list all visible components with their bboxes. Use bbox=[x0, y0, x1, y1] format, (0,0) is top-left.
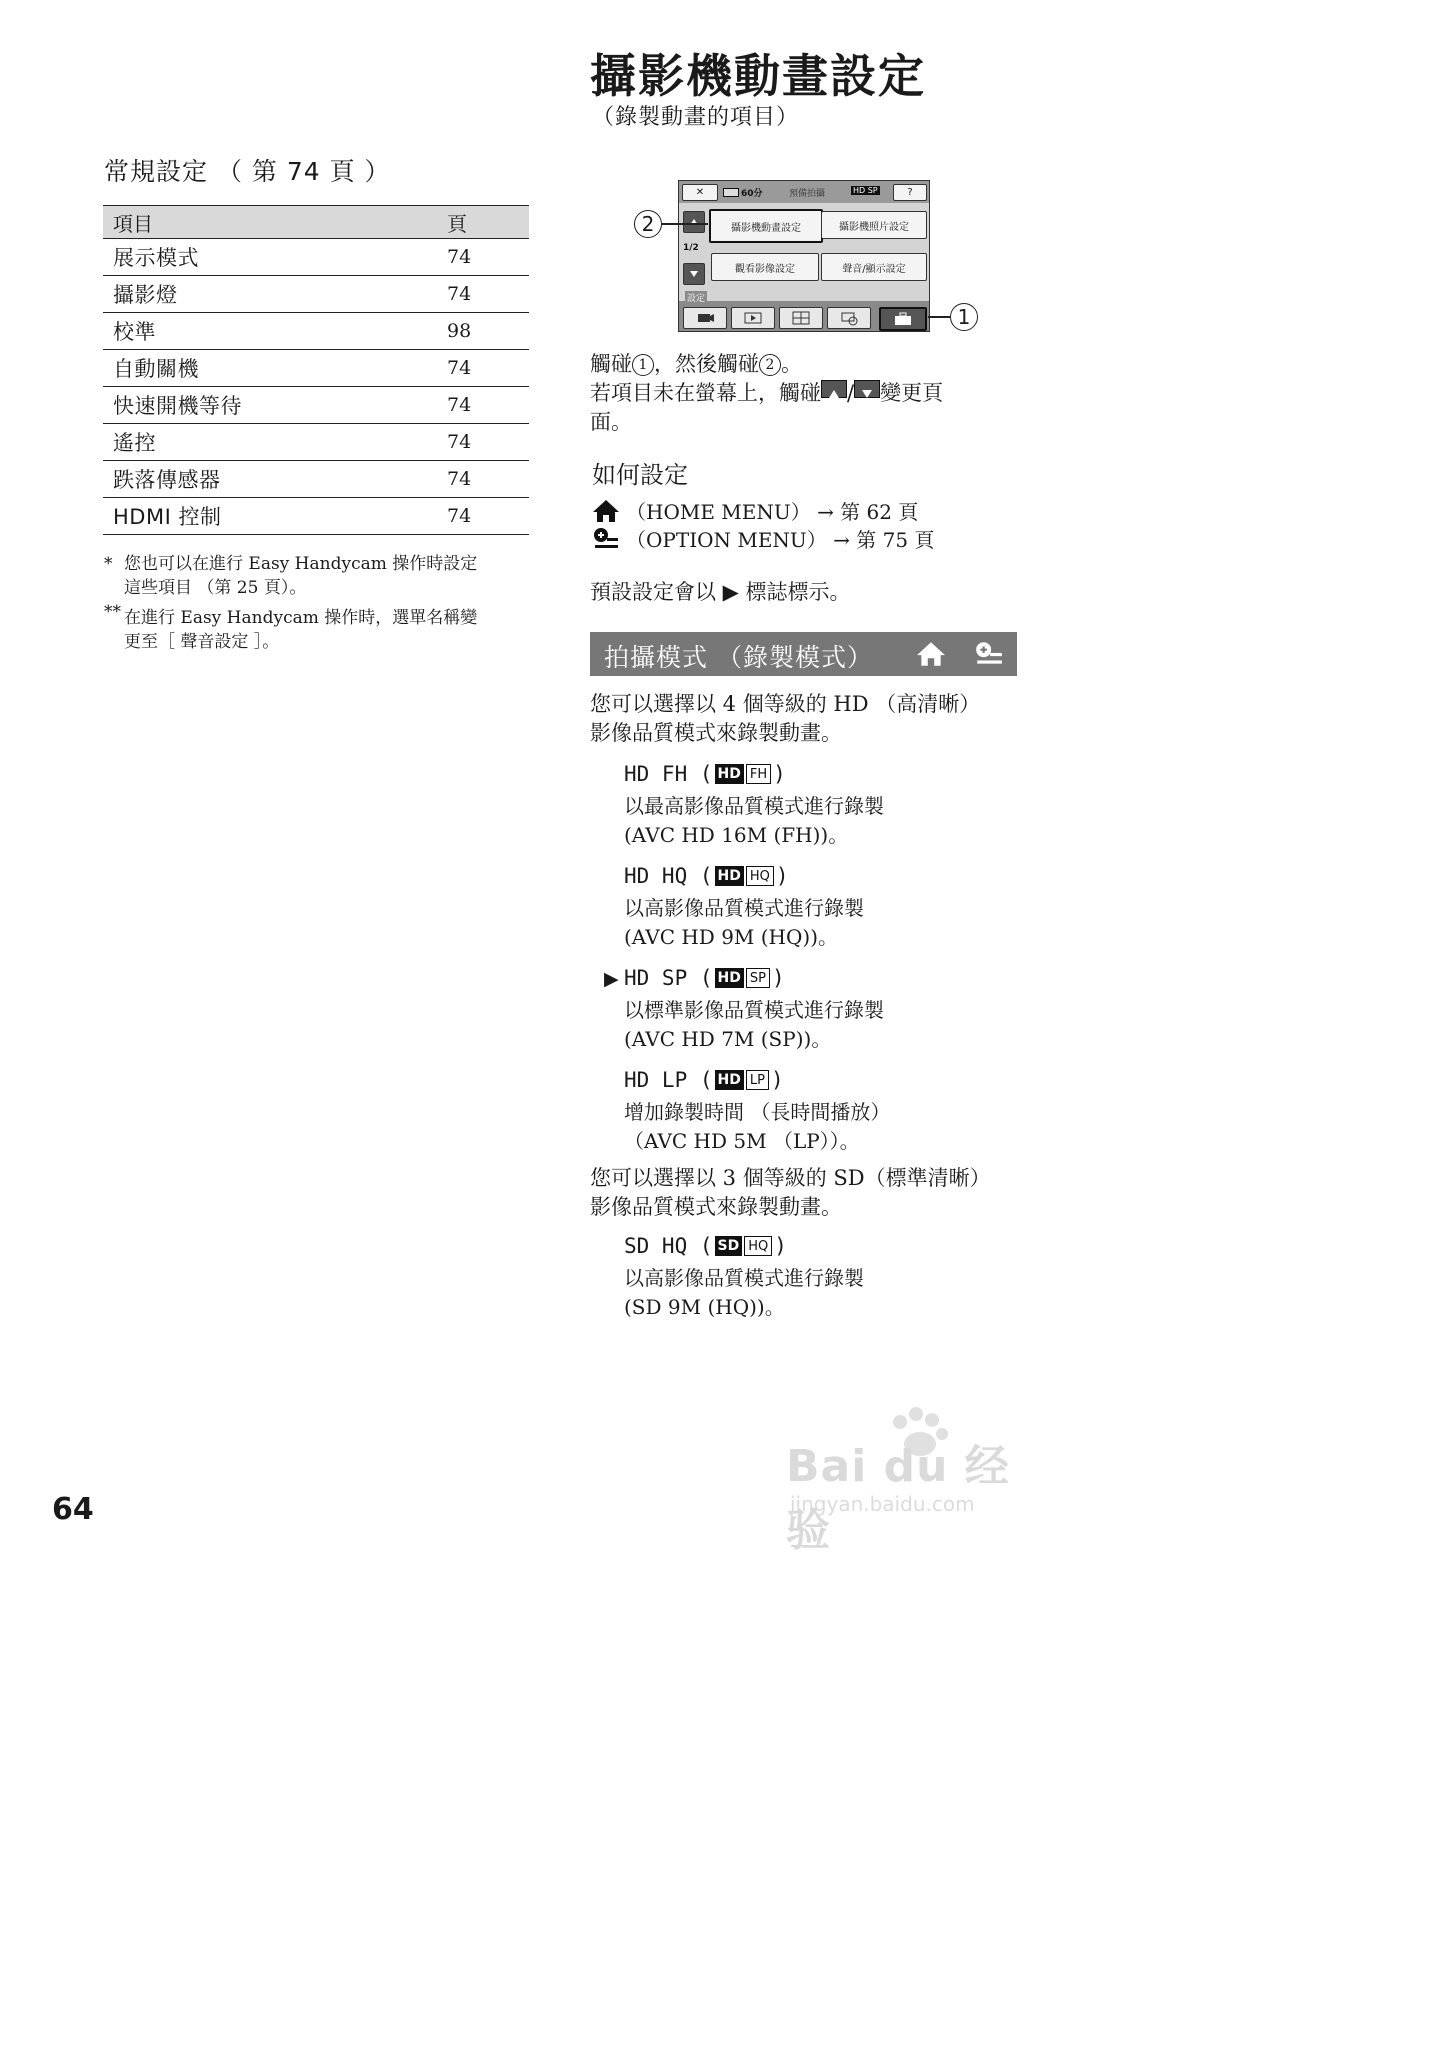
scroll-down-button[interactable] bbox=[683, 263, 705, 285]
sd-intro bbox=[590, 1164, 1020, 1222]
row-item: 展示模式 bbox=[103, 239, 437, 276]
footnote-mark: ** bbox=[104, 602, 121, 622]
desc-line: (AVC HD 7M (SP))。 bbox=[624, 1027, 832, 1051]
default-marker-icon: ▶ bbox=[604, 968, 619, 990]
row-page: 74 bbox=[437, 424, 529, 461]
footnote-line: 更至［ 聲音設定 ］。 bbox=[124, 632, 280, 652]
playback-settings-button[interactable] bbox=[711, 253, 819, 281]
sound-display-settings-button[interactable] bbox=[821, 253, 927, 281]
hd-sp-badge-icon bbox=[715, 968, 770, 988]
intro-line: 您可以選擇以 4 個等級的 HD （高清晰） bbox=[590, 692, 981, 716]
badge-dark: HD bbox=[715, 764, 744, 784]
recording-mode-badge: HD SP bbox=[853, 186, 878, 195]
option-menu-reference: （OPTION MENU） → 第 75 頁 bbox=[626, 528, 935, 552]
home-icon bbox=[916, 640, 946, 668]
row-item: 校準 bbox=[103, 313, 437, 350]
hd-fh-badge-icon bbox=[715, 764, 772, 784]
row-item: 自動關機 bbox=[103, 350, 437, 387]
toolbox-icon bbox=[881, 309, 925, 329]
footnote-1 bbox=[104, 552, 534, 600]
page-number: 64 bbox=[52, 1492, 94, 1527]
option-sd-hq-desc bbox=[624, 1264, 1024, 1322]
battery-icon bbox=[723, 188, 739, 197]
battery-indicator bbox=[723, 186, 763, 199]
page-indicator: 1/2 bbox=[683, 243, 699, 253]
callout-number: 2 bbox=[641, 212, 655, 236]
general-settings-heading: 常規設定 （ 第 74 頁 ） bbox=[104, 157, 391, 186]
callout-number: 1 bbox=[957, 305, 971, 329]
footnote-mark: * bbox=[104, 554, 113, 574]
column-header-item: 項目 bbox=[103, 206, 437, 239]
tab-print[interactable] bbox=[827, 307, 871, 329]
badge-light: LP bbox=[746, 1070, 769, 1090]
badge-dark: HD bbox=[715, 968, 744, 988]
badge-light: HQ bbox=[744, 1236, 772, 1256]
row-page: 74 bbox=[437, 387, 529, 424]
tab-edit[interactable] bbox=[779, 307, 823, 329]
table-row bbox=[103, 387, 529, 424]
footnote-2 bbox=[104, 602, 534, 654]
help-button[interactable] bbox=[893, 184, 927, 201]
callout-1 bbox=[950, 303, 978, 331]
desc-line: 以高影像品質模式進行錄製 bbox=[624, 896, 864, 920]
camera-screen-illustration bbox=[678, 180, 930, 332]
footnote-line: 在進行 Easy Handycam 操作時，選單名稱變 bbox=[124, 608, 478, 628]
table-row bbox=[103, 276, 529, 313]
intro-line: 影像品質模式來錄製動畫。 bbox=[590, 721, 842, 745]
option-name: HD LP bbox=[624, 1068, 688, 1092]
watermark-brand: Bai du 经验 bbox=[786, 1441, 1010, 1556]
row-page: 74 bbox=[437, 276, 529, 313]
home-menu-reference: （HOME MENU） → 第 62 頁 bbox=[626, 500, 919, 524]
desc-line: (AVC HD 9M (HQ))。 bbox=[624, 925, 838, 949]
option-name: HD SP bbox=[624, 966, 688, 990]
option-hd-hq-desc bbox=[624, 894, 1024, 952]
desc-line: (AVC HD 16M (FH))。 bbox=[624, 823, 849, 847]
badge-dark: HD bbox=[715, 1070, 744, 1090]
record-mode-banner bbox=[590, 632, 1017, 676]
home-icon bbox=[592, 498, 620, 524]
movie-camera-icon bbox=[684, 308, 726, 328]
intro-line: 您可以選擇以 3 個等級的 SD（標準清晰） bbox=[590, 1166, 991, 1190]
badge-light: SP bbox=[746, 968, 770, 988]
footnote-line: 您也可以在進行 Easy Handycam 操作時設定 bbox=[124, 554, 478, 574]
play-icon bbox=[732, 308, 774, 328]
scroll-up-button[interactable] bbox=[683, 211, 705, 233]
home-menu-line bbox=[592, 496, 918, 525]
callout-1-line bbox=[928, 316, 950, 318]
row-item: HDMI 控制 bbox=[103, 498, 437, 535]
printer-icon bbox=[828, 308, 870, 328]
table-row bbox=[103, 350, 529, 387]
option-sd-hq-title: SD HQ ( SD HQ ) bbox=[624, 1234, 787, 1258]
tab-settings[interactable] bbox=[879, 307, 927, 331]
desc-line: （AVC HD 5M （LP））。 bbox=[624, 1129, 860, 1153]
badge-dark: SD bbox=[715, 1236, 743, 1256]
section-title: 拍攝模式 （錄製模式） bbox=[604, 643, 873, 672]
table-row bbox=[103, 239, 529, 276]
default-note: 預設設定會以 ▶ 標誌標示。 bbox=[590, 580, 851, 604]
hd-lp-badge-icon bbox=[715, 1070, 769, 1090]
badge-dark: HD bbox=[715, 866, 744, 886]
help-icon: ? bbox=[907, 187, 913, 198]
option-hd-sp-desc bbox=[624, 996, 1024, 1054]
option-hd-fh-desc bbox=[624, 792, 1024, 850]
row-item: 快速開機等待 bbox=[103, 387, 437, 424]
option-menu-line bbox=[592, 524, 934, 553]
row-page: 74 bbox=[437, 461, 529, 498]
button-label: 攝影機動畫設定 bbox=[731, 222, 801, 234]
baidu-watermark bbox=[782, 1400, 1042, 1556]
instruction-line: 面。 bbox=[590, 410, 632, 434]
instruction-line bbox=[590, 379, 1020, 408]
row-item: 跌落傳感器 bbox=[103, 461, 437, 498]
option-menu-icon bbox=[974, 640, 1004, 668]
option-hd-fh-title: HD FH ( HD FH ) bbox=[624, 762, 786, 786]
scroll-up-icon bbox=[821, 380, 847, 398]
movie-settings-button[interactable] bbox=[709, 209, 823, 243]
instruction-text: 。 bbox=[781, 352, 802, 376]
triangle-down-icon bbox=[689, 270, 699, 278]
page-subtitle: （錄製動畫的項目） bbox=[592, 105, 800, 130]
circled-number-1: 1 bbox=[632, 354, 654, 376]
desc-line: 增加錄製時間 （長時間播放） bbox=[624, 1100, 891, 1124]
option-hd-lp-title: HD LP ( HD LP ) bbox=[624, 1068, 784, 1092]
battery-time: 60分 bbox=[741, 189, 763, 199]
photo-settings-button[interactable] bbox=[821, 211, 927, 239]
instructions bbox=[590, 350, 1020, 437]
scroll-down-icon bbox=[854, 380, 880, 398]
option-menu-icon bbox=[592, 526, 620, 552]
watermark-url: jingyan.baidu.com bbox=[790, 1492, 975, 1516]
tab-camera[interactable] bbox=[683, 307, 727, 329]
circled-number-2: 2 bbox=[759, 354, 781, 376]
tab-playback[interactable] bbox=[731, 307, 775, 329]
desc-line: 以最高影像品質模式進行錄製 bbox=[624, 794, 884, 818]
row-page: 98 bbox=[437, 313, 529, 350]
table-row bbox=[103, 313, 529, 350]
instruction-text: 變更頁 bbox=[880, 381, 944, 405]
status-text: 預備拍攝 bbox=[789, 189, 826, 199]
option-name: HD FH bbox=[624, 762, 688, 786]
grid-icon bbox=[780, 308, 822, 328]
row-page: 74 bbox=[437, 239, 529, 276]
row-page: 74 bbox=[437, 498, 529, 535]
option-name: HD HQ bbox=[624, 864, 688, 888]
option-hd-sp-title: HD SP ( HD SP ) bbox=[624, 966, 785, 990]
table-header-row bbox=[103, 206, 529, 239]
close-button[interactable] bbox=[682, 184, 718, 201]
close-icon: ✕ bbox=[695, 187, 705, 198]
row-item: 攝影燈 bbox=[103, 276, 437, 313]
badge-light: HQ bbox=[746, 866, 774, 886]
hd-hq-badge-icon bbox=[715, 866, 774, 886]
table-row bbox=[103, 461, 529, 498]
instruction-text: ，然後觸碰 bbox=[654, 352, 759, 376]
desc-line: 以高影像品質模式進行錄製 bbox=[624, 1266, 864, 1290]
instruction-text: / bbox=[847, 381, 855, 405]
badge-light: FH bbox=[746, 764, 771, 784]
footnote-line: 這些項目 （第 25 頁）。 bbox=[124, 578, 307, 598]
option-name: SD HQ bbox=[624, 1234, 688, 1258]
option-hd-lp-desc bbox=[624, 1098, 1024, 1156]
row-page: 74 bbox=[437, 350, 529, 387]
callout-2 bbox=[634, 210, 662, 238]
hd-intro bbox=[590, 690, 1020, 748]
triangle-up-icon bbox=[689, 218, 699, 226]
option-hd-hq-title: HD HQ ( HD HQ ) bbox=[624, 864, 789, 888]
table-row bbox=[103, 498, 529, 535]
intro-line: 影像品質模式來錄製動畫。 bbox=[590, 1195, 842, 1219]
button-label: 攝影機照片設定 bbox=[839, 221, 909, 233]
page-title: 攝影機動畫設定 bbox=[590, 49, 926, 103]
sd-hq-badge-icon bbox=[715, 1236, 773, 1256]
column-header-page: 頁 bbox=[437, 206, 529, 239]
settings-label: 設定 bbox=[685, 291, 707, 304]
row-item: 遙控 bbox=[103, 424, 437, 461]
instruction-text: 若項目未在螢幕上，觸碰 bbox=[590, 381, 821, 405]
table-row bbox=[103, 424, 529, 461]
button-label: 觀看影像設定 bbox=[735, 263, 795, 275]
instruction-line bbox=[590, 350, 1020, 379]
howto-heading: 如何設定 bbox=[592, 461, 688, 489]
callout-2-line bbox=[662, 223, 708, 225]
desc-line: 以標準影像品質模式進行錄製 bbox=[624, 998, 884, 1022]
settings-table bbox=[103, 205, 529, 535]
button-label: 聲音/顯示設定 bbox=[842, 263, 906, 275]
desc-line: (SD 9M (HQ))。 bbox=[624, 1295, 785, 1319]
instruction-text: 觸碰 bbox=[590, 352, 632, 376]
